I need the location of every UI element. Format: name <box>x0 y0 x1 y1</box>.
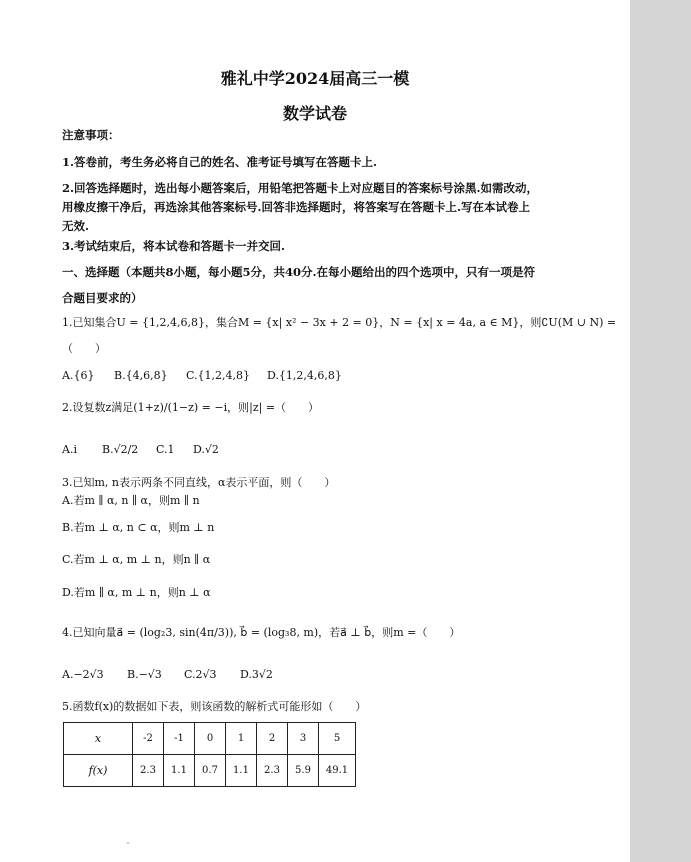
table-cell: 1.1 <box>226 755 257 787</box>
table-cell: 1.1 <box>164 755 195 787</box>
q2-option-b: B.√2/2 <box>102 443 139 456</box>
table-cell: 49.1 <box>319 755 356 787</box>
question-1-paren: （ ） <box>62 342 106 355</box>
page-speck <box>127 842 129 844</box>
table-cell: 0.7 <box>195 755 226 787</box>
q3-option-d: D.若m ∥ α, m ⊥ n，则n ⊥ α <box>62 586 211 599</box>
question-3-stem: 3.已知m, n表示两条不同直线，α表示平面，则（ ） <box>62 476 336 489</box>
q3-option-b: B.若m ⊥ α, n ⊂ α，则m ⊥ n <box>62 521 215 534</box>
table-cell: -1 <box>164 723 195 755</box>
table-cell: -2 <box>133 723 164 755</box>
table-header-fx: f(x) <box>64 755 133 787</box>
notice-item-2-end: 无效. <box>62 219 90 233</box>
q2-option-d: D.√2 <box>193 443 219 456</box>
table-cell: 3 <box>288 723 319 755</box>
q2-option-a: A.i <box>62 443 77 456</box>
notice-item-1: 1.答卷前，考生务必将自己的姓名、准考证号填写在答题卡上. <box>62 155 378 169</box>
table-cell: 1 <box>226 723 257 755</box>
q1-option-b: B.{4,6,8} <box>114 369 168 382</box>
table-cell: 2.3 <box>133 755 164 787</box>
question-4-stem: 4.已知向量a⃗ = (log₂3, sin(4π/3)), b⃗ = (log₃8, m)，若a⃗ ⊥ b⃗，则m =（ ） <box>62 626 461 639</box>
question-1-stem: 1.已知集合U = {1,2,4,6,8}，集合M = {x| x² − 3x + 2 = 0}，N = {x| x = 4a, a ∈ M}，则∁U(M ∪ N) = <box>62 316 617 329</box>
q3-option-a: A.若m ∥ α, n ∥ α，则m ∥ n <box>62 494 200 507</box>
notice-item-3: 3.考试结束后，将本试卷和答题卡一并交回. <box>62 239 286 253</box>
q1-option-d: D.{1,2,4,6,8} <box>267 369 342 382</box>
table-cell: 5.9 <box>288 755 319 787</box>
q3-option-c: C.若m ⊥ α, m ⊥ n，则n ∥ α <box>62 553 211 566</box>
q1-option-c: C.{1,2,4,8} <box>186 369 251 382</box>
notice-heading: 注意事项： <box>62 128 120 142</box>
section-heading: 一、选择题（本题共8小题，每小题5分，共40分.在每小题给出的四个选项中，只有一项是符 <box>62 265 536 279</box>
notice-item-2: 2.回答选择题时，选出每小题答案后，用铅笔把答题卡上对应题目的答案标号涂黑.如需改动， <box>62 181 539 195</box>
q4-option-d: D.3√2 <box>240 668 273 681</box>
exam-subtitle: 数学试卷 <box>282 104 347 123</box>
table-row-fx <box>64 755 356 787</box>
question-5-stem: 5.函数f(x)的数据如下表，则该函数的解析式可能形如（ ） <box>62 700 367 713</box>
q1-option-a: A.{6} <box>62 369 95 382</box>
notice-item-2-cont: 用橡皮擦干净后，再选涂其他答案标号.回答非选择题时，将答案写在答题卡上.写在本试卷上 <box>62 200 531 214</box>
q4-option-b: B.−√3 <box>127 668 162 681</box>
table-header-x: x <box>64 723 133 755</box>
table-cell: 2.3 <box>257 755 288 787</box>
table-row-x <box>64 723 356 755</box>
table-cell: 2 <box>257 723 288 755</box>
exam-title: 雅礼中学2024届高三一模 <box>220 69 410 88</box>
function-value-table <box>63 722 356 787</box>
section-heading-cont: 合题目要求的） <box>62 291 143 305</box>
q4-option-a: A.−2√3 <box>62 668 104 681</box>
q4-option-c: C.2√3 <box>184 668 217 681</box>
table-cell: 0 <box>195 723 226 755</box>
q2-option-c: C.1 <box>156 443 175 456</box>
table-cell: 5 <box>319 723 356 755</box>
question-2-stem: 2.设复数z满足(1+z)/(1−z) = −i，则|z| =（ ） <box>62 401 320 414</box>
